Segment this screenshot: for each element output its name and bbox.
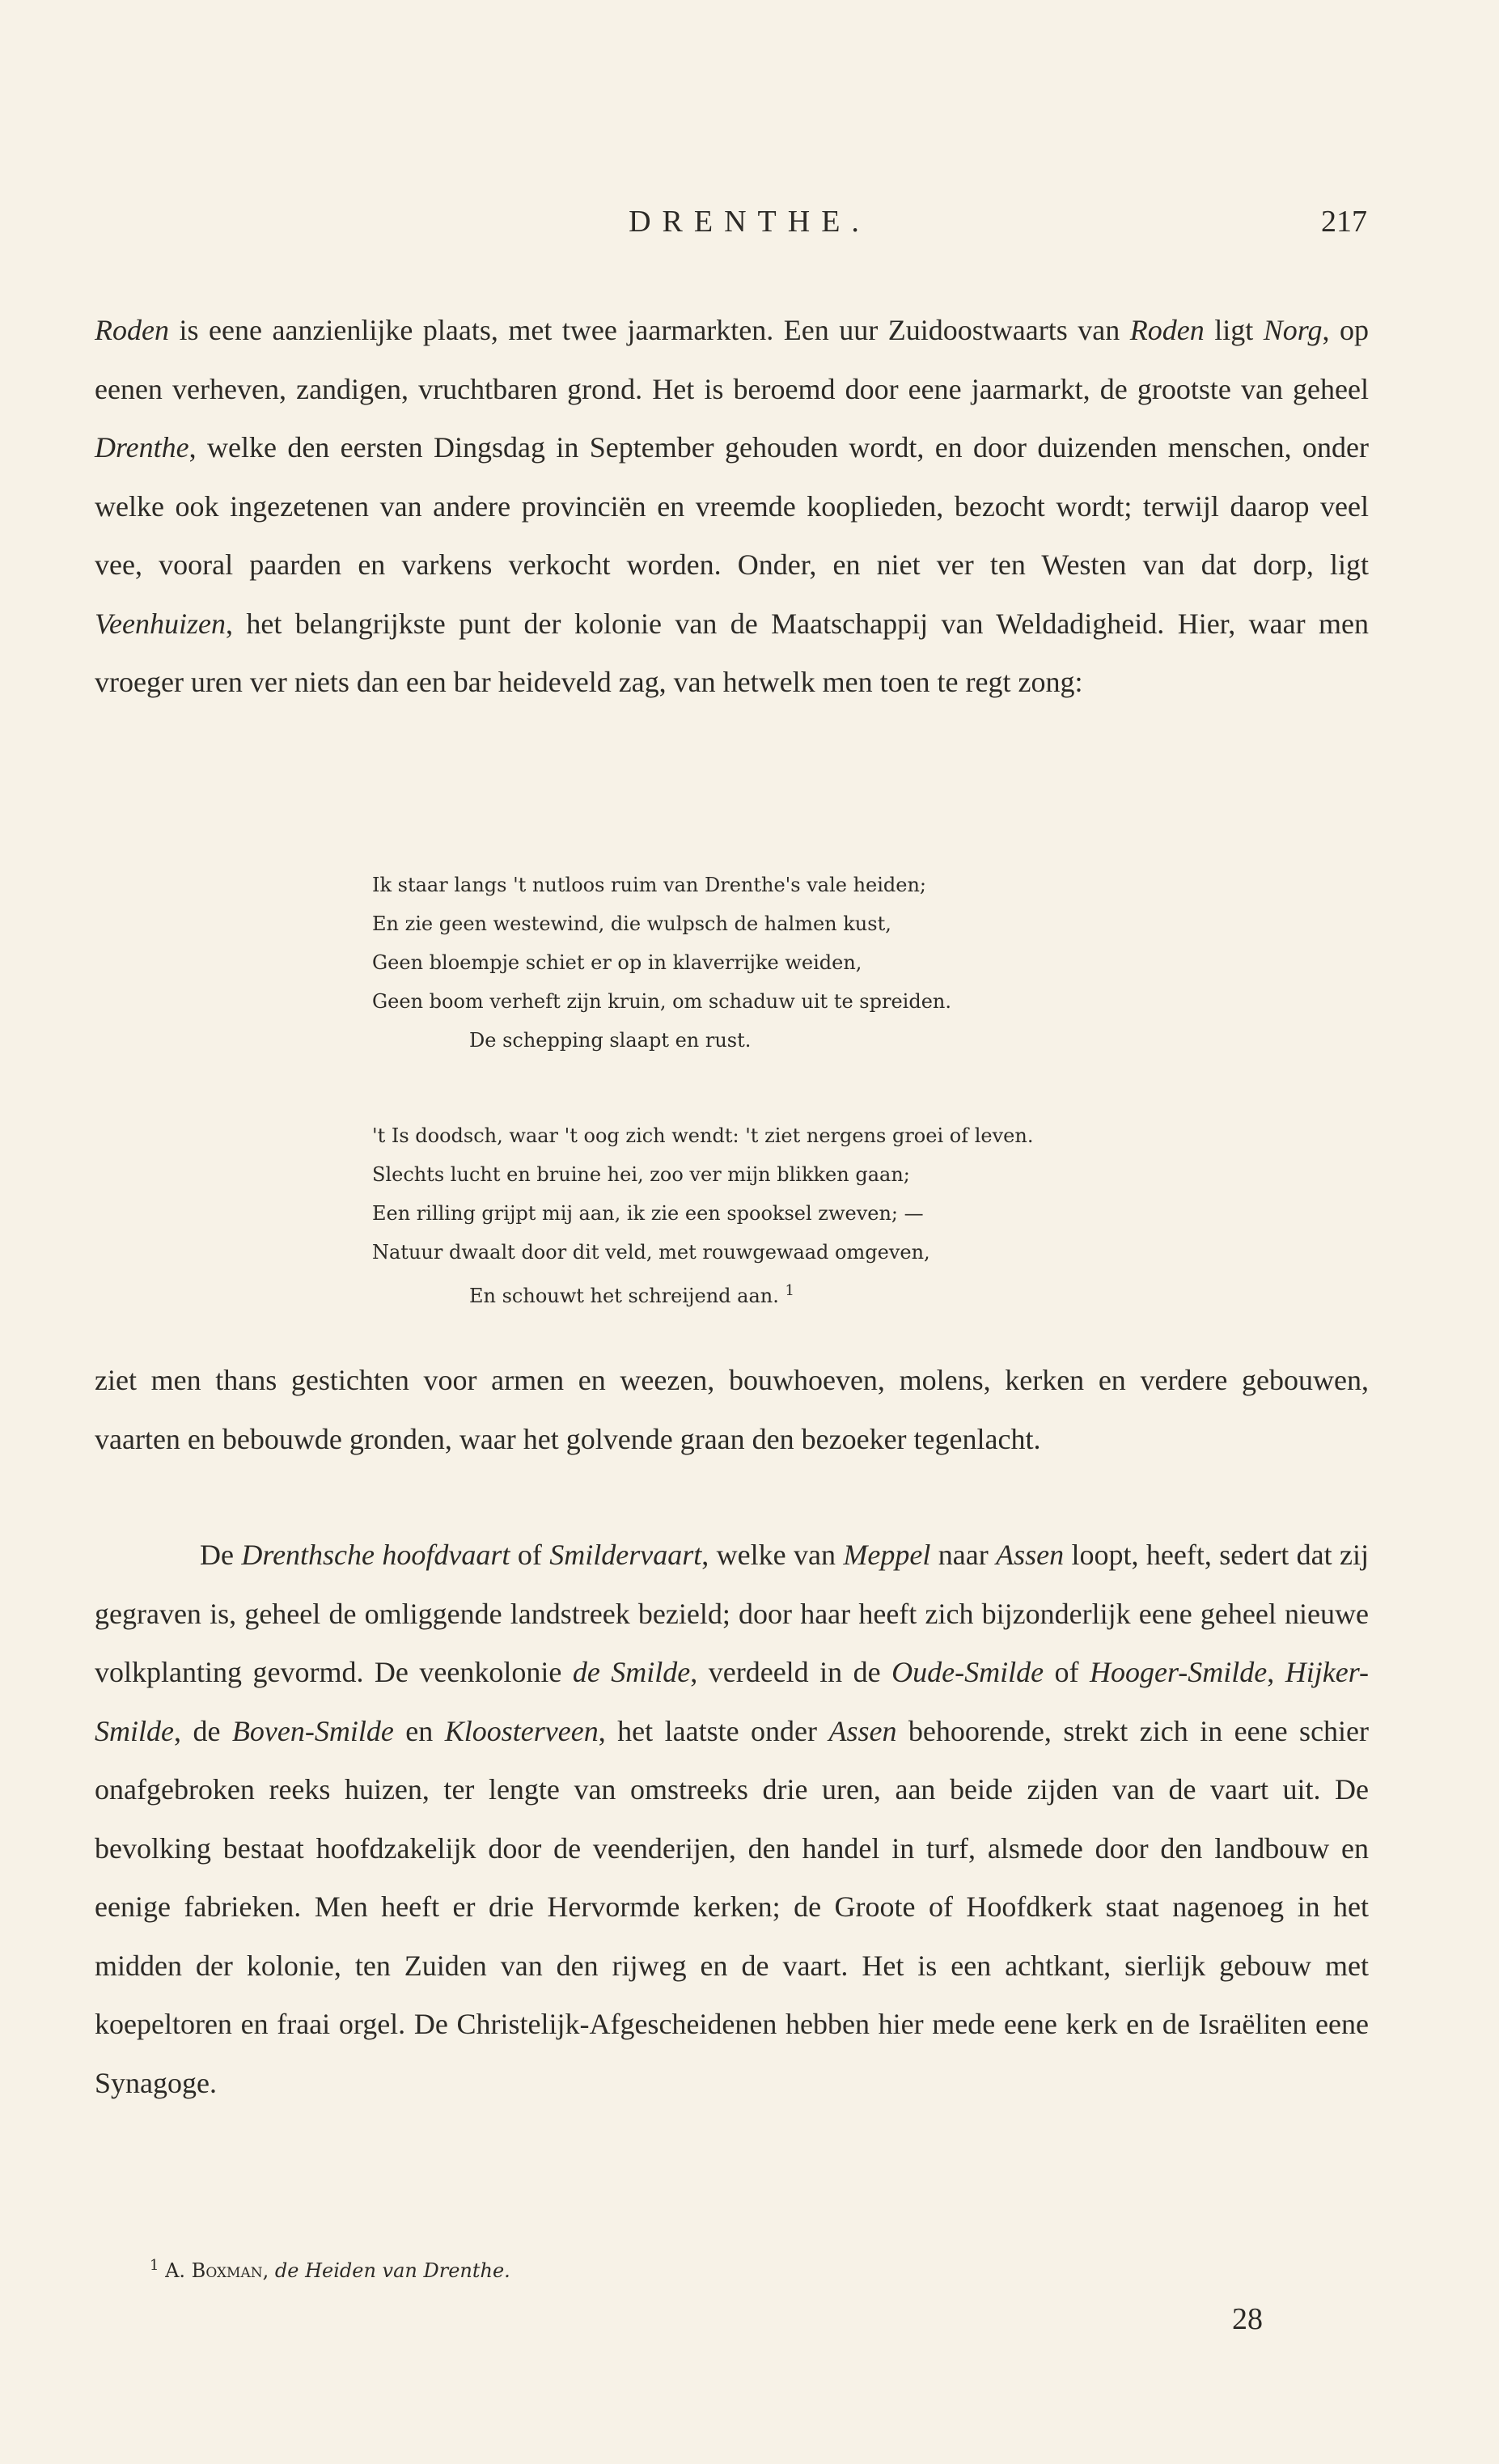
place-name: Veenhuizen bbox=[95, 607, 226, 640]
place-name: Meppel bbox=[843, 1539, 931, 1571]
signature-mark: 28 bbox=[1232, 2302, 1263, 2336]
text-run: , het belangrijkste punt der kolonie van de Maatschappij van Weldadigheid. Hier, waar men vroeger uren ver niets dan een bar heideveld zag, van hetwelk men toen te regt zong: bbox=[95, 607, 1369, 698]
poem-line: Geen boom verheft zijn kruin, om schaduw uit te spreiden. bbox=[372, 990, 951, 1013]
poem-line: Slechts lucht en bruine hei, zoo ver mijn blikken gaan; bbox=[372, 1163, 910, 1186]
running-header-title: DRENTHE. bbox=[629, 205, 870, 239]
place-name: Norg bbox=[1263, 314, 1323, 346]
text-run: , de bbox=[173, 1714, 232, 1747]
place-name: Drenthsche hoofdvaart bbox=[241, 1539, 510, 1571]
text-run: ligt bbox=[1204, 314, 1264, 346]
footnote bbox=[150, 2257, 510, 2282]
footnote-ref: 1 bbox=[785, 1282, 794, 1299]
paragraph-2: ziet men thans gestichten voor armen en weezen, bouwhoeven, molens, kerken en verdere gebouwen, vaarten en bebouwde gronden, waar het golvende graan den bezoeker tegenlacht. bbox=[95, 1364, 1369, 1455]
page-number: 217 bbox=[1321, 205, 1367, 239]
place-name: de Smilde bbox=[572, 1656, 691, 1688]
text-run: of bbox=[510, 1539, 550, 1571]
place-name: Oude-Smilde bbox=[891, 1656, 1044, 1688]
text-run: , welke van bbox=[701, 1539, 844, 1571]
place-name: Roden bbox=[95, 314, 169, 346]
text-run: , welke den eersten Dingsdag in September gehouden wordt, en door duizenden menschen, onder welke ook ingezetenen van andere provinciën en vreemde kooplieden, bezocht wordt; terwijl daarop veel vee, vooral paarden en varkens verkocht worden. Onder, en niet ver ten Westen van dat dorp, ligt bbox=[95, 431, 1369, 581]
poem-stanza-2 bbox=[372, 1116, 1213, 1315]
place-name: Hijker-Smilde bbox=[95, 1656, 1369, 1747]
poem-line: Ik staar langs 't nutloos ruim van Drenthe's vale heiden; bbox=[372, 874, 927, 896]
footnote-marker: 1 bbox=[150, 2257, 159, 2274]
text-run: is eene aanzienlijke plaats, met twee jaarmarkten. Een uur Zuidoostwaarts van bbox=[168, 314, 1130, 346]
poem-line: Natuur dwaalt door dit veld, met rouwgewaad omgeven, bbox=[372, 1241, 930, 1264]
poem-line: Geen bloempje schiet er op in klaverrijke weiden, bbox=[372, 951, 862, 974]
poem-line: En zie geen westewind, die wulpsch de halmen kust, bbox=[372, 912, 891, 935]
text-run: behoorende, strekt zich in eene schier onafgebroken reeks huizen, ter lengte van omstreeks drie uren, aan beide zijden van de vaart uit. De bevolking bestaat hoofdzakelijk door de veenderijen, den handel in turf, alsmede door den landbouw en eenige fabrieken. Men heeft er drie Hervormde kerken; de Groote of Hoofdkerk staat nagenoeg in het midden der kolonie, ten Zuiden van den rijweg en de vaart. Het is een achtkant, sierlijk gebouw met koepeltoren en fraai orgel. De Christelijk-Afgescheidenen hebben hier mede eene kerk en de Israëliten eene Synagoge. bbox=[95, 1714, 1370, 2099]
text-run: De bbox=[200, 1539, 242, 1571]
footnote-work: de Heiden van Drenthe. bbox=[274, 2259, 510, 2282]
poem-stanza-1 bbox=[372, 866, 1213, 1060]
paragraph-1 bbox=[95, 301, 1369, 712]
text-run: , verdeeld in de bbox=[690, 1656, 892, 1688]
place-name: Drenthe bbox=[95, 431, 189, 464]
footnote-separator: , bbox=[262, 2259, 275, 2282]
paragraph-3 bbox=[95, 1526, 1369, 2112]
text-run: , op eenen verheven, zandigen, vruchtbaren grond. Het is beroemd door eene jaarmarkt, de grootste van geheel bbox=[95, 314, 1369, 405]
text-run: of bbox=[1044, 1656, 1090, 1688]
place-name: Hooger-Smilde bbox=[1090, 1656, 1268, 1688]
poem-line: 't Is doodsch, waar 't oog zich wendt: 't ziet nergens groei of leven. bbox=[372, 1124, 1034, 1147]
text-run: , het laatste onder bbox=[598, 1714, 829, 1747]
poem-line bbox=[372, 1272, 1213, 1315]
place-name: Assen bbox=[996, 1539, 1065, 1571]
place-name: Roden bbox=[1129, 314, 1205, 346]
place-name: Kloosterveen bbox=[444, 1714, 599, 1747]
place-name: Smildervaart bbox=[549, 1539, 702, 1571]
poem-line: Een rilling grijpt mij aan, ik zie een spooksel zweven; — bbox=[372, 1202, 924, 1225]
poem-line-text: En schouwt het schreijend aan. bbox=[469, 1285, 779, 1307]
place-name: Boven-Smilde bbox=[231, 1714, 394, 1747]
place-name: Assen bbox=[828, 1714, 897, 1747]
text-run: loopt, heeft, sedert dat zij gegraven is, geheel de omliggende landstreek bezield; door haar heeft zich bijzonderlijk eene geheel nieuwe volkplanting gevormd. De veenkolonie bbox=[95, 1539, 1369, 1688]
poem-line: De schepping slaapt en rust. bbox=[469, 1029, 752, 1052]
footnote-author: A. Boxman bbox=[165, 2259, 263, 2282]
text-run: en bbox=[393, 1714, 445, 1747]
text-run: , bbox=[1267, 1656, 1285, 1688]
text-run: naar bbox=[930, 1539, 997, 1571]
